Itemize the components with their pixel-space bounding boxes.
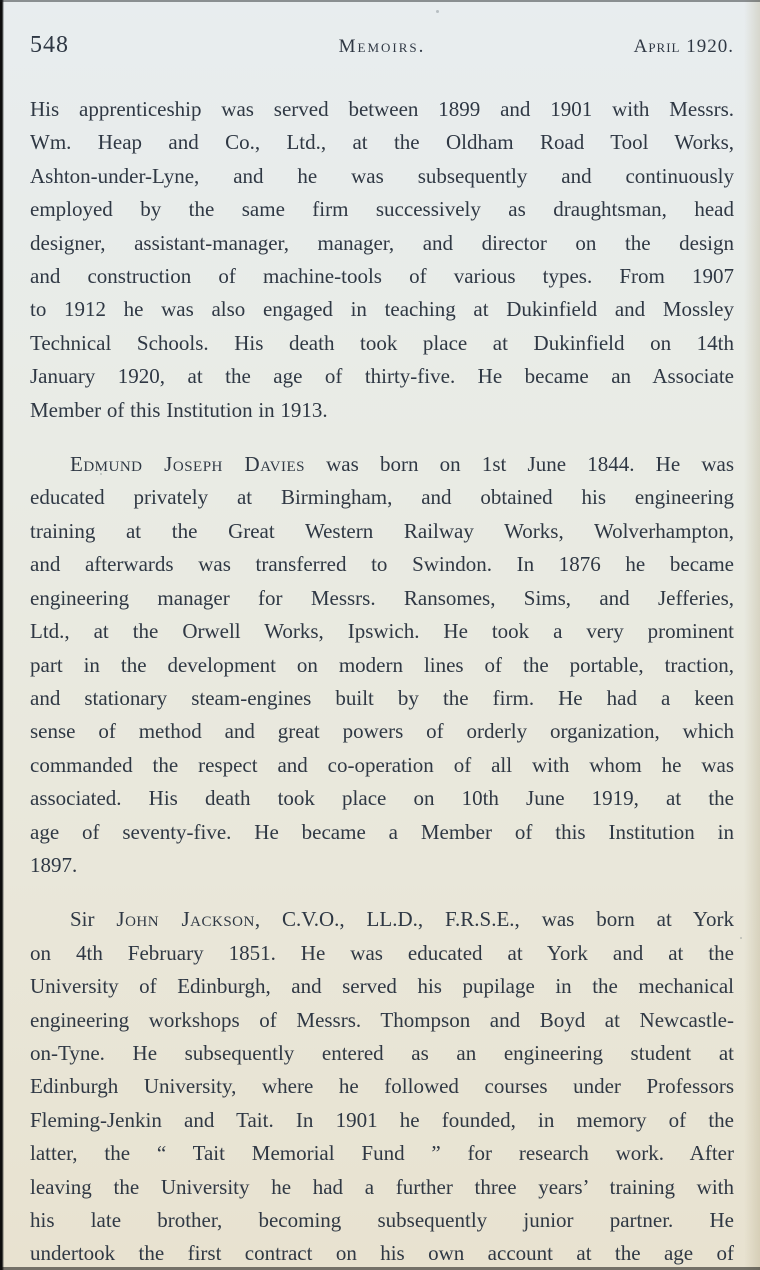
page-body: [30, 93, 734, 1270]
text-line: and construction of machine-tools of various types. From 1907: [30, 264, 734, 289]
text-line: leaving the University he had a further three years’ training with: [30, 1174, 734, 1199]
text-line: Wm. Heap and Co., Ltd., at the Oldham Road Tool Works,: [30, 130, 734, 155]
text-line: on-Tyne. He subsequently entered as an engineering student at: [30, 1040, 734, 1065]
text-line: [30, 903, 734, 936]
text-line: engineering workshops of Messrs. Thompson and Boyd at Newcastle-: [30, 1007, 734, 1032]
text-segment: was born on 1st June 1844. He was: [304, 452, 734, 477]
text-line: designer, assistant-manager, manager, and director on the design: [30, 230, 734, 255]
text-segment: , C.V.O., LL.D., F.R.S.E., was born at York: [254, 907, 734, 932]
text-line: engineering manager for Messrs. Ransomes, Sims, and Jefferies,: [30, 585, 734, 610]
paragraph-obituary-davies: [30, 448, 734, 882]
text-line: commanded the respect and co-operation of all with whom he was: [30, 752, 734, 777]
page-top-edge: [0, 0, 760, 2]
text-line: his late brother, becoming subsequently junior partner. He: [30, 1208, 734, 1232]
scan-speck: [100, 473, 102, 475]
text-line: training at the Great Western Railway Works, Wolverhampton,: [30, 518, 734, 543]
person-name-small-caps: Edmund Joseph Davies: [70, 452, 305, 477]
scan-speck: [583, 300, 585, 302]
paragraph-obituary-heap: [30, 93, 734, 427]
text-segment: Sir: [70, 907, 117, 932]
text-line: undertook the first contract on his own account at the age of: [30, 1241, 734, 1266]
text-line: and stationary steam-engines built by the firm. He had a keen: [30, 685, 734, 710]
text-line: Technical Schools. His death took place at Dukinfield on 14th: [30, 330, 734, 355]
text-line: on 4th February 1851. He was educated at York and at the: [30, 940, 734, 965]
page-number: 548: [30, 32, 69, 58]
page-gutter-edge: [0, 0, 4, 1270]
scan-speck: [712, 562, 715, 565]
text-line: Member of this Institution in 1913.: [30, 397, 328, 422]
issue-date: April 1920.: [633, 36, 735, 57]
text-line: educated privately at Birmingham, and obtained his engineering: [30, 485, 734, 510]
text-line: His apprenticeship was served between 1899 and 1901 with Messrs.: [30, 97, 734, 121]
text-line: to 1912 he was also engaged in teaching at Dukinfield and Mossley: [30, 297, 734, 322]
text-line: University of Edinburgh, and served his pupilage in the mechanical: [30, 974, 734, 999]
text-line: age of seventy-five. He became a Member of this Institution in: [30, 819, 734, 844]
text-line: Fleming-Jenkin and Tait. In 1901 he founded, in memory of the: [30, 1107, 734, 1132]
person-name-small-caps: John Jackson: [116, 907, 255, 932]
page-header: [0, 0, 760, 59]
text-line: [30, 448, 734, 481]
scan-speck: [436, 10, 439, 13]
text-line: and afterwards was transferred to Swindon. In 1876 he became: [30, 552, 734, 577]
text-line: Ashton-under-Lyne, and he was subsequently and continuously: [30, 163, 734, 188]
text-line: sense of method and great powers of orderly organization, which: [30, 719, 734, 744]
text-line: part in the development on modern lines of the portable, traction,: [30, 652, 734, 677]
text-line: January 1920, at the age of thirty-five. He became an Associate: [30, 364, 734, 389]
scan-speck: [740, 937, 742, 939]
text-line: associated. His death took place on 10th June 1919, at the: [30, 786, 734, 811]
paragraph-obituary-jackson: [30, 903, 734, 1270]
running-title: Memoirs.: [338, 36, 426, 57]
text-line: 1897.: [30, 852, 78, 877]
text-line: latter, the “ Tait Memorial Fund ” for research work. After: [30, 1141, 734, 1166]
text-line: employed by the same firm successively as draughtsman, head: [30, 197, 734, 222]
text-line: Edinburgh University, where he followed courses under Professors: [30, 1074, 734, 1099]
text-line: Ltd., at the Orwell Works, Ipswich. He took a very prominent: [30, 619, 734, 644]
